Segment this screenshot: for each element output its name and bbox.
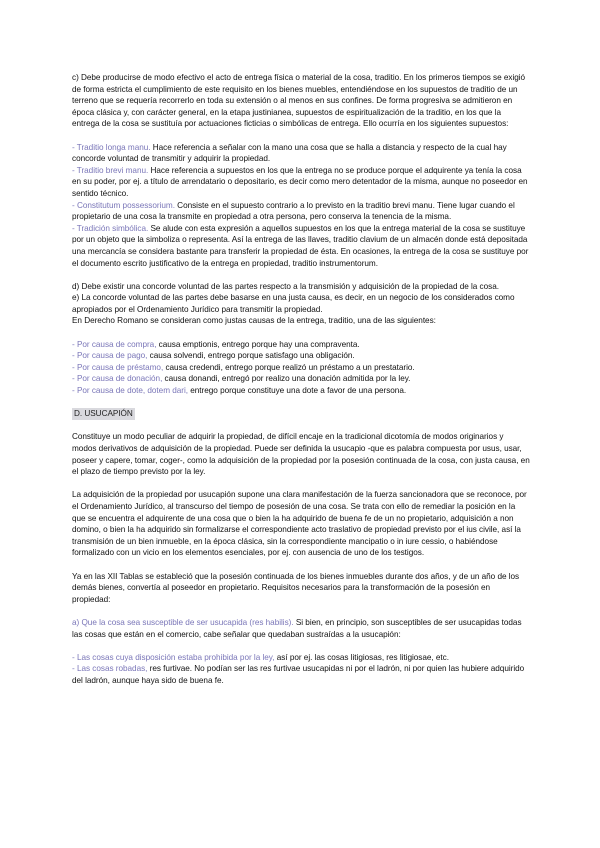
paragraph-usucapion-2: La adquisición de la propiedad por usucapión supone una clara manifestación de la fuerza sancionadora que se reconoce, por el Ordenamiento Jurídico, al transcurso del tiempo de posesión de una cosa. Se trata con ello de remediar la posición en la que se encuentra el adquirente de una cosa que o bien la ha adquirido de buena fe de un no propietario, adquisición a non domino, o bien la ha adquirido sin formalizarse el correspondiente acto traslativo de propiedad previsto por el ius civile, así la transmisión de un bien inmueble, en la época clásica, sin la correspondiente mancipatio o in iure cessio, o habiéndose formalizado con un vicio en los elementos esenciales, por ej. con ausencia de uno de los testigos. [72, 490, 527, 558]
causa-item [72, 373, 530, 385]
item-text: res furtivae. No podían ser las res furtivae usucapidas ni por el ladrón, ni por quien las hubiere adquirido del ladrón, aunque haya sido de buena fe. [72, 664, 525, 685]
section-heading-wrap [72, 408, 530, 420]
requirement-a [72, 617, 530, 640]
item-text: Si bien, en principio, son susceptibles de ser usucapidas todas las cosas que están en el comercio, cabe señalar que quedaban sustraídas a la usucapión: [72, 617, 522, 639]
item-text: Hace referencia a señalar con la mano una cosa que se halla a distancia y respecto de la cual hay concorde voluntad de transmitir y adquirir la propiedad. [72, 142, 507, 164]
paragraph-usucapion-1: Constituye un modo peculiar de adquirir la propiedad, de difícil encaje en la tradicional dicotomía de modos originarios y modos derivativos de adquisición de la propiedad. Puede ser definida la usucapio -que es palabra compuesta por usus, usar, poseer y capere, tomar, coger-, como la adquisición de la propiedad por la posesión continuada de la cosa, con justa causa, en el plazo de tiempo previsto por la ley. [72, 432, 530, 477]
causa-item [72, 362, 530, 374]
term-highlight: - Las cosas cuya disposición estaba prohibida por la ley, [72, 652, 275, 662]
term-highlight: - Tradición simbólica. [72, 223, 149, 233]
causa-item [72, 385, 530, 397]
item-text: Se alude con esta expresión a aquellos supuestos en los que la entrega material de la cosa se sustituye por un objeto que la simboliza o representa. Así la entrega de las llaves, traditio clavium de un almacén donde está depositada una mercancía se considera bastante para transferir la propiedad de ésta. En ocasiones, la entrega de la cosa se sustituye por el documento escrito justificativo de la entrega en propiedad, traditio instrumentorum. [72, 223, 529, 268]
item-text: Hace referencia a supuestos en los que la entrega no se produce porque el adquirente ya tenía la cosa en su poder, por ej. a título de arrendatario o depositario, es decir como mero detentador de la misma, aunque no poseedor en sentido técnico. [72, 165, 528, 198]
term-highlight: - Traditio longa manu. [72, 142, 151, 152]
term-highlight: - Por causa de préstamo, [72, 362, 164, 372]
item-text: causa credendi, entrego porque realizó un préstamo a un prestatario. [163, 362, 415, 372]
term-highlight: a) Que la cosa sea susceptible de ser usucapida (res habilis). [72, 617, 294, 627]
tradition-item [72, 165, 530, 200]
paragraph-d: d) Debe existir una concorde voluntad de las partes respecto a la transmisión y adquisición de la propiedad de la cosa. [72, 281, 499, 291]
item-text: así por ej. las cosas litigiosas, res litigiosae, etc. [274, 652, 449, 662]
term-highlight: - Las cosas robadas, [72, 664, 148, 674]
term-highlight: - Por causa de pago, [72, 351, 148, 361]
term-highlight: - Por causa de dote, dotem dari, [72, 386, 189, 396]
tradition-item [72, 142, 530, 165]
term-highlight: - Traditio brevi manu. [72, 165, 149, 175]
item-text: causa solvendi, entrego porque satisfago una obligación. [147, 351, 355, 361]
term-highlight: - Constitutum possessorium. [72, 200, 175, 210]
paragraph-causas-intro: En Derecho Romano se consideran como justas causas de la entrega, traditio, una de las siguientes: [72, 316, 436, 326]
section-heading: D. USUCAPIÓN [74, 409, 133, 419]
tradition-item [72, 223, 530, 269]
item-text: entrego porque constituye una dote a favor de una persona. [188, 386, 407, 396]
paragraph-c: c) Debe producirse de modo efectivo el acto de entrega física o material de la cosa, traditio. En los primeros tiempos se exigió de forma estricta el cumplimiento de este requisito en los bienes muebles, entendiéndose en los supuestos de traditio de un terreno que se requería recorrerlo en toda su extensión o al menos en sus confines. De forma progresiva se admitieron en época clásica y, con carácter general, en la etapa justinianea, supuestos de espiritualización de la traditio, en los que la entrega de la cosa se sustituía por actuaciones ficticias o simbólicas de entrega. Ello ocurría en los siguientes supuestos: [72, 73, 526, 129]
term-highlight: - Por causa de compra, [72, 339, 157, 349]
paragraph-usucapion-3: Ya en las XII Tablas se estableció que la posesión continuada de los bienes inmuebles durante dos años, y de un año de los demás bienes, convertía al poseedor en propietario. Requisitos necesarios para la transformación de la posesión en propiedad: [72, 571, 520, 604]
tradition-item [72, 200, 530, 223]
item-text: causa emptionis, entrego porque hay una compraventa. [156, 339, 360, 349]
causa-item [72, 350, 530, 362]
causa-item [72, 339, 530, 351]
paragraph-e: e) La concorde voluntad de las partes debe basarse en una justa causa, es decir, en un negocio de los considerados como apropiados por el Ordenamiento Jurídico para transmitir la propiedad. [72, 293, 515, 314]
term-highlight: - Por causa de donación, [72, 374, 163, 384]
item-text: causa donandi, entregó por realizo una donación admitida por la ley. [162, 374, 411, 384]
document-body [72, 72, 530, 686]
item-text: Consiste en el supuesto contrario a lo previsto en la traditio brevi manu. Tiene lugar cuando el propietario de una cosa la transmite en propiedad a otra persona, pero conserva la tenencia de la misma. [72, 200, 515, 222]
excluded-item [72, 663, 530, 686]
excluded-item [72, 652, 530, 664]
